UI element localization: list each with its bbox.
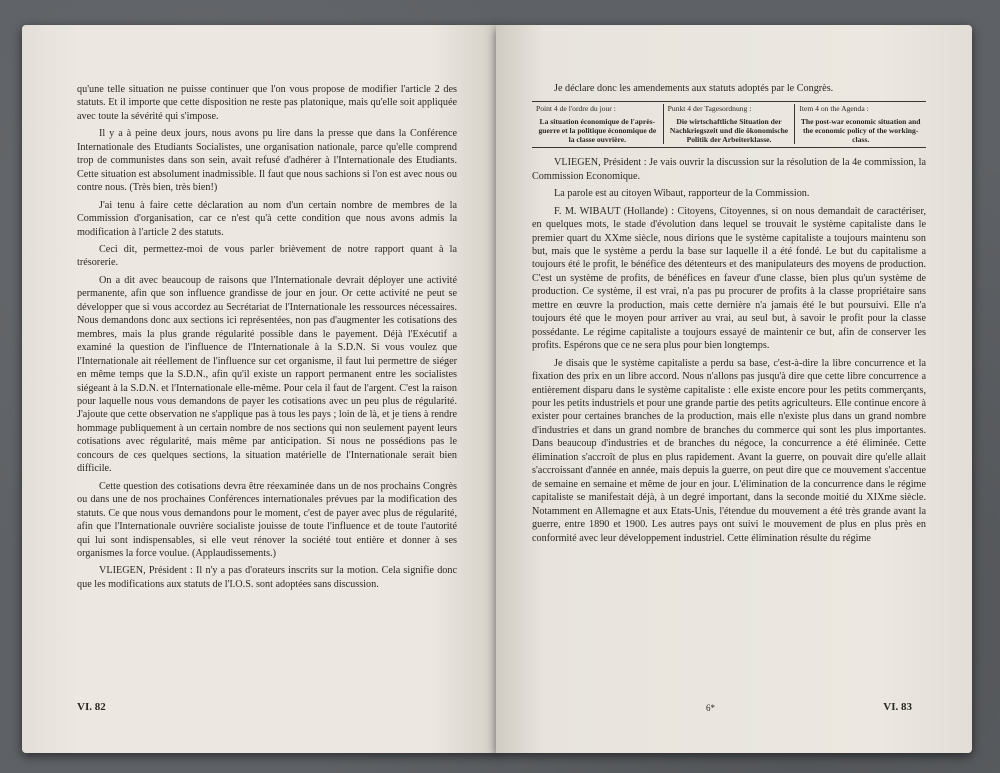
left-paragraph-2: Il y a à peine deux jours, nous avons pu lire dans la presse que dans la Conférence Internationale des Etudiants Socialistes, une organisation nationale, parce qu'elle comprend trop de communistes dans son sein, avait refusé d'adhérer à l'Internationale des Etudiants. Cette situation est absolument inadmissible. Il faut que nous sachions si l'on est avec nous ou contre nous. (Très bien, très bien!) — [77, 128, 457, 194]
right-intro: Je déclare donc les amendements aux statuts adoptés par le Congrès. — [554, 83, 834, 94]
agenda-heading-french: Point 4 de l'ordre du jour : — [536, 104, 616, 114]
agenda-table — [532, 101, 926, 148]
agenda-heading-english: Item 4 on the Agenda : — [799, 104, 869, 114]
signature-mark: 6* — [706, 703, 715, 713]
right-page-number: VI. 83 — [883, 701, 912, 713]
right-page — [496, 25, 972, 753]
left-page-text — [77, 83, 457, 595]
agenda-title-french: La situation économique de l'après-guerre et la politique économique de la classe ouvrière. — [538, 116, 657, 145]
left-paragraph-7: VLIEGEN, Président : Il n'y a pas d'orateurs inscrits sur la motion. Cela signifie donc que les modifications aux statuts de l'I.O.S. sont adoptées sans discussion. — [77, 565, 457, 590]
agenda-title-english: The post-war economic situation and the economic policy of the working-class. — [800, 116, 921, 145]
left-page-number: VI. 82 — [77, 701, 106, 713]
right-page-text — [532, 82, 926, 549]
right-paragraph-2: La parole est au citoyen Wibaut, rapporteur de la Commission. — [554, 188, 810, 200]
agenda-heading-german: Punkt 4 der Tagesordnung : — [667, 104, 752, 114]
right-paragraph-1: VLIEGEN, Président : Je vais ouvrir la discussion sur la résolution de la 4e commission, la Commission Economique. — [532, 157, 926, 182]
left-paragraph-3: J'ai tenu à faire cette déclaration au nom d'un certain nombre de membres de la Commission d'organisation, car ce n'est qu'à cette condition que nous avons admis la modification à l'article 2 des statuts. — [77, 199, 457, 238]
left-paragraph-4: Ceci dit, permettez-moi de vous parler brièvement de notre rapport quant à la trésorerie. — [77, 243, 457, 269]
agenda-col-german — [663, 104, 795, 144]
agenda-col-english — [794, 104, 926, 144]
agenda-col-french — [532, 104, 663, 144]
right-paragraph-3: F. M. WIBAUT (Hollande) : Citoyens, Citoyennes, si on nous demandait de caractériser, en quelques mots, le stade d'évolution dans lequel se trouvait le système capitaliste dans le premier quart du XXme siècle, nous dirions que le système capitaliste a toujours maintenu son but, mais que le système a perdu la base sur laquelle il a été fondé. Le but du capitalisme a toujours été le profit, le bénéfice des détenteurs et des manipulateurs des moyens de production. C'est un système de profits, de bénéfices en faveur d'une classe, bien plus qu'un système de production. Ce système, il est vrai, n'a pas pu procurer de profits à la classe propriétaire sans mettre en œuvre la production, mais cette dernière n'a jamais été le but poursuivi. Elle n'a toujours été que le moyen pour arriver au vrai, au seul but, à savoir le profit pour la classe possédante. Le régime capitaliste a toujours essayé de maintenir ce but, afin de conserver les profits. Espérons que ce ne sera plus pour bien longtemps. — [532, 205, 926, 352]
left-paragraph-1: qu'une telle situation ne puisse continuer que l'on vous propose de modifier l'article 2 des statuts. Et il importe que cette disposition ne reste pas platonique, mais qu'elle soit appliquée avec toute la sévérité qui s'impose. — [77, 84, 457, 122]
left-page — [22, 25, 498, 753]
open-booklet — [22, 25, 972, 753]
left-paragraph-6: Cette question des cotisations devra être réexaminée dans un de nos prochains Congrès ou dans une de nos prochaines Conférences internationales prévues par la modification des statuts. Ce que nous vous demandons pour le moment, c'est de payer avec plus de régularité, afin que l'Internationale ouvrière socialiste jouisse de toute l'influence et de toute l'autorité qui lui sont indispensables, si elle veut rénover la société tout entière et donner à ses organismes la force voulue. (Applaudissements.) — [77, 480, 457, 559]
agenda-title-german: Die wirtschaftliche Situation der Nachkriegszeit und die ökonomische Politik der Arbeiterklasse. — [669, 116, 789, 145]
left-paragraph-5: On a dit avec beaucoup de raisons que l'Internationale devrait déployer une activité permanente, afin que son influence grandisse de jour en jour. Or cette activité ne peut se développer que si vous accordez au Secrétariat de l'Internationale les ressources nécessaires. Nous demandons donc aux sections ici représentées, non pas d'augmenter les cotisations des membres, mais la plus grande régularité possible dans le payement. Déjà l'Exécutif a examiné la question de l'influence de l'Internationale à la S.D.N. Si vous voulez que l'Internationale ait réellement de l'influence sur cet organisme, il faut lui permettre de siéger en même temps que la S.D.N., afin qu'il existe un rapport permanent entre les socialistes siégeant à la S.D.N. et l'Internationale elle-même. Pour cela il faut de l'argent. C'est la raison pour laquelle nous vous demandons de payer les cotisations avec un peu plus de régularité. J'ajoute que cette observation ne s'applique pas à tous les pays ; loin de là, et je tiens à rendre hommage publiquement à un certain nombre de nos sections qui non seulement payent leurs cotisations avec régularité, mais même par anticipation. Si nous ne possédions pas le concours de ces quelques sections, la situation matérielle de l'Internationale serait bien difficile. — [77, 274, 457, 475]
right-paragraph-4: Je disais que le système capitaliste a perdu sa base, c'est-à-dire la libre concurrence et la fixation des prix en un libre accord. Nous n'allons pas jusqu'à dire que cette libre concurrence a entièrement disparu dans le système capitaliste : elle existe encore pour les petits commerçants, pour les petits industriels et pour une grande partie des petits agriculteurs. Elle continue encore à exister pour certaines branches de la production, mais elle n'existe plus dans un grand nombre d'industries et dans un grand nombre de branches du commerce qui sont les plus importantes. Dans beaucoup d'industries et de branches du négoce, la concurrence a été éliminée. Cette élimination s'accroît de plus en plus rapidement. Avant la guerre, on pouvait dire qu'elle allait s'accroissant d'année en année, mais depuis la guerre, on peut dire que ce mouvement s'accentue de semaine en semaine et même de jour en jour. L'élimination de la concurrence dans le régime capitaliste se manifestait déjà, à un degré important, dans la seconde moitié du XIXme siècle. Notamment en Allemagne et aux Etats-Unis, l'étendue du mouvement a été très grande avant la guerre, entre 1890 et 1900. Les autres pays ont suivi le mouvement de plus en plus près en conformité avec leur développement industriel. Cette élimination résulte du régime — [532, 357, 926, 544]
